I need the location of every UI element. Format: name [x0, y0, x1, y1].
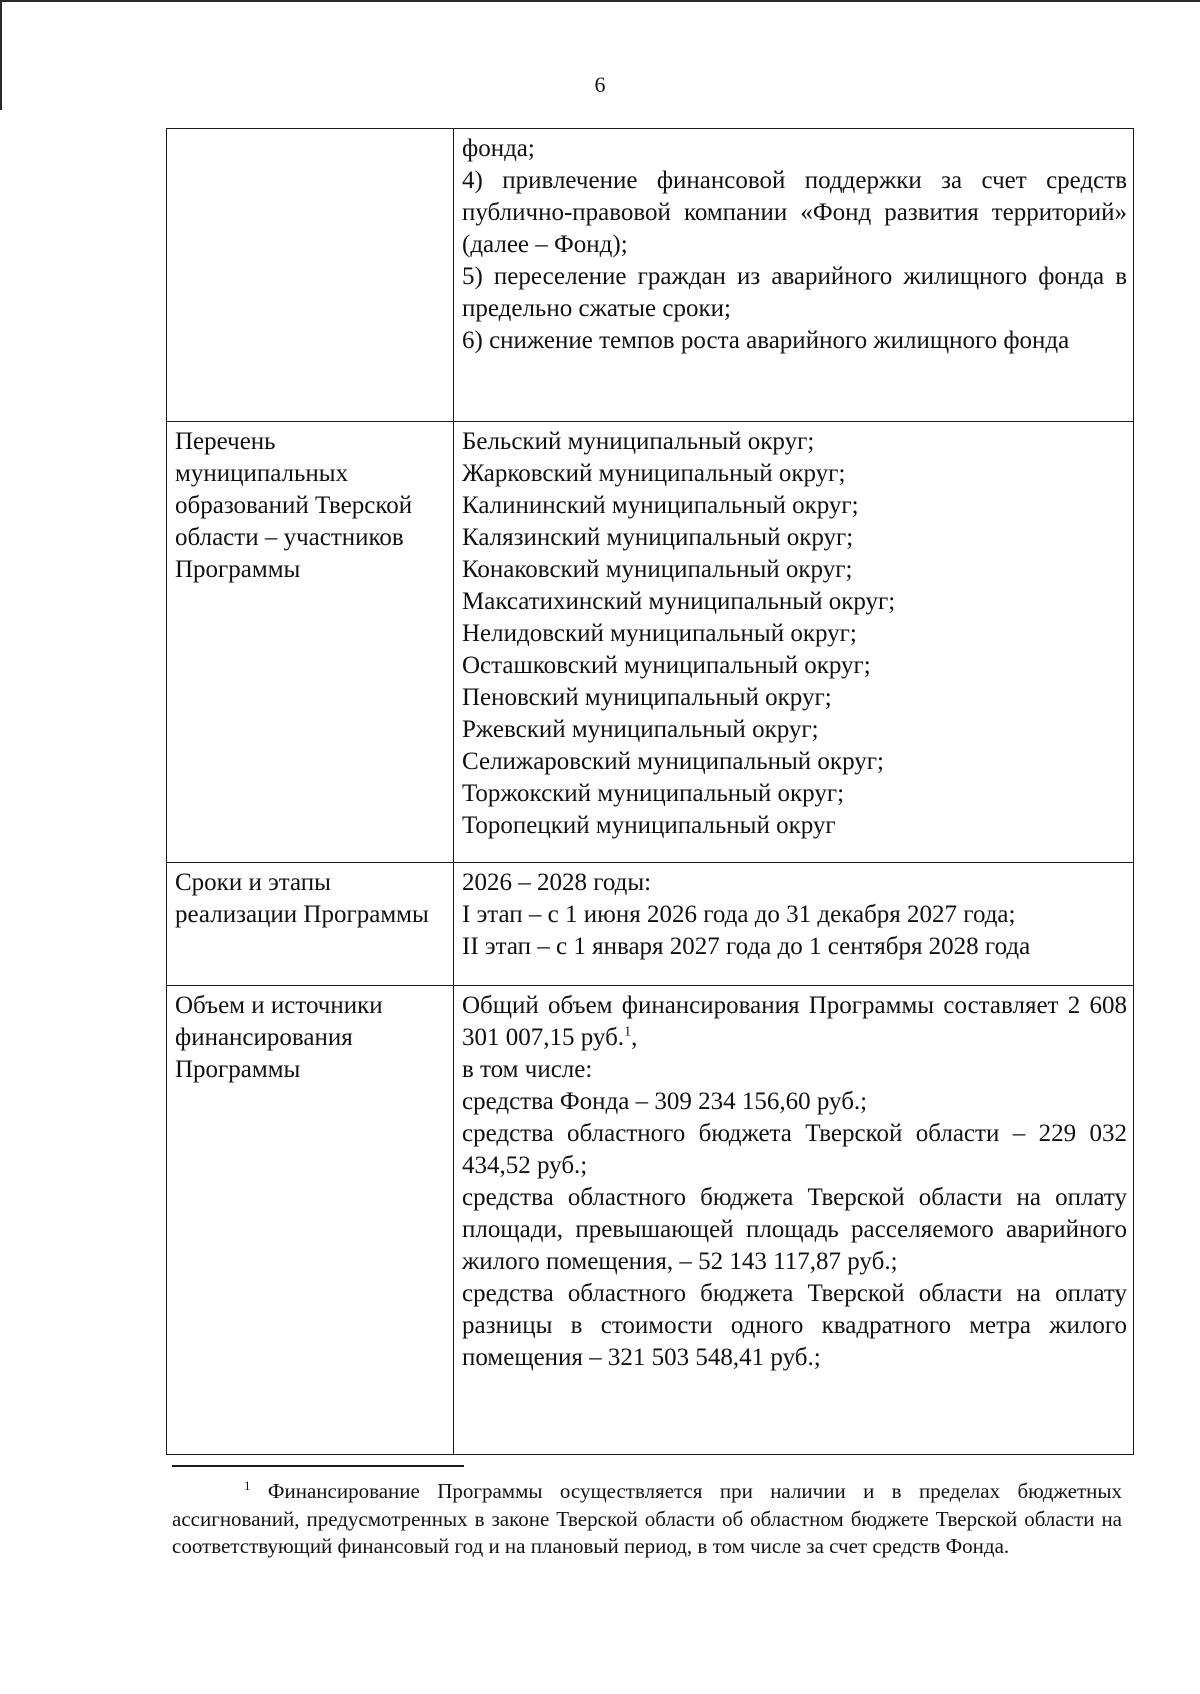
finance-item: средства областного бюджета Тверской области на оплату площади, превышающей площадь расселяемого аварийного жилого помещения, – 52 143 117,87 руб.;: [462, 1184, 1127, 1275]
municipality-item: Торжокский муниципальный округ;: [462, 780, 845, 807]
table-row-municipalities: [167, 422, 1134, 863]
goals-item: фонда;: [462, 135, 535, 162]
terms-item: II этап – с 1 января 2027 года до 1 сентября 2028 года: [462, 933, 1031, 960]
scan-edge-top: [0, 0, 1200, 2]
finance-total: [462, 990, 1127, 1054]
footnote: [172, 1478, 1122, 1561]
program-passport-table: [166, 128, 1134, 1455]
municipality-item: Осташковский муниципальный округ;: [462, 652, 871, 679]
municipality-item: Ржевский муниципальный округ;: [462, 716, 819, 743]
finance-label: Объем и источники финансирования Программы: [167, 986, 454, 1455]
footnote-reference-mark: 1: [624, 1024, 632, 1040]
table-row-goals: [167, 129, 1134, 422]
municipality-item: Максатихинский муниципальный округ;: [462, 588, 896, 615]
municipality-item: Нелидовский муниципальный округ;: [462, 620, 857, 647]
municipalities-list: [454, 422, 1134, 863]
municipality-item: Селижаровский муниципальный округ;: [462, 748, 884, 775]
finance-item: в том числе:: [462, 1056, 593, 1083]
municipality-item: Торопецкий муниципальный округ: [462, 812, 836, 839]
terms-label: Сроки и этапы реализации Программы: [167, 863, 454, 986]
finance-total-text: Общий объем финансирования Программы составляет 2 608 301 007,15 руб.: [462, 992, 1127, 1051]
finance-item: средства областного бюджета Тверской области на оплату разницы в стоимости одного квадратного метра жилого помещения – 321 503 548,41 руб.;: [462, 1280, 1127, 1371]
finance-item: средства областного бюджета Тверской области – 229 032 434,52 руб.;: [462, 1120, 1127, 1179]
terms-value-cell: [454, 863, 1134, 986]
table-row-terms: [167, 863, 1134, 986]
municipalities-label: Перечень муниципальных образований Тверской области – участников Программы: [167, 422, 454, 863]
goals-item: 5) переселение граждан из аварийного жилищного фонда в предельно сжатые сроки;: [462, 263, 1127, 322]
terms-item: 2026 – 2028 годы:: [462, 869, 652, 896]
footnote-text: Финансирование Программы осуществляется при наличии и в пределах бюджетных ассигнований, предусмотренных в законе Тверской области об областном бюджете Тверской области на соответствующий финансовый год и на плановый период, в том числе за счет средств Фонда.: [172, 1479, 1123, 1558]
municipality-item: Конаковский муниципальный округ;: [462, 556, 853, 583]
footnote-mark: 1: [244, 1478, 251, 1493]
goals-item: 4) привлечение финансовой поддержки за счет средств публично-правовой компании «Фонд развития территорий» (далее – Фонд);: [462, 167, 1127, 258]
goals-label-cell: [167, 129, 454, 422]
finance-total-suffix: ,: [631, 1024, 638, 1051]
page-number: 6: [594, 72, 606, 97]
municipality-item: Бельский муниципальный округ;: [462, 428, 815, 455]
municipality-item: Калязинский муниципальный округ;: [462, 524, 854, 551]
goals-value-cell: [454, 129, 1134, 422]
goals-item: 6) снижение темпов роста аварийного жилищного фонда: [462, 327, 1070, 354]
terms-item: I этап – с 1 июня 2026 года до 31 декабря 2027 года;: [462, 901, 1016, 928]
municipality-item: Калининский муниципальный округ;: [462, 492, 859, 519]
table-row-finance: [167, 986, 1134, 1455]
footnote-separator: [172, 1465, 464, 1467]
finance-item: средства Фонда – 309 234 156,60 руб.;: [462, 1088, 868, 1115]
municipality-item: Пеновский муниципальный округ;: [462, 684, 832, 711]
municipality-item: Жарковский муниципальный округ;: [462, 460, 846, 487]
finance-value-cell: [454, 986, 1134, 1455]
